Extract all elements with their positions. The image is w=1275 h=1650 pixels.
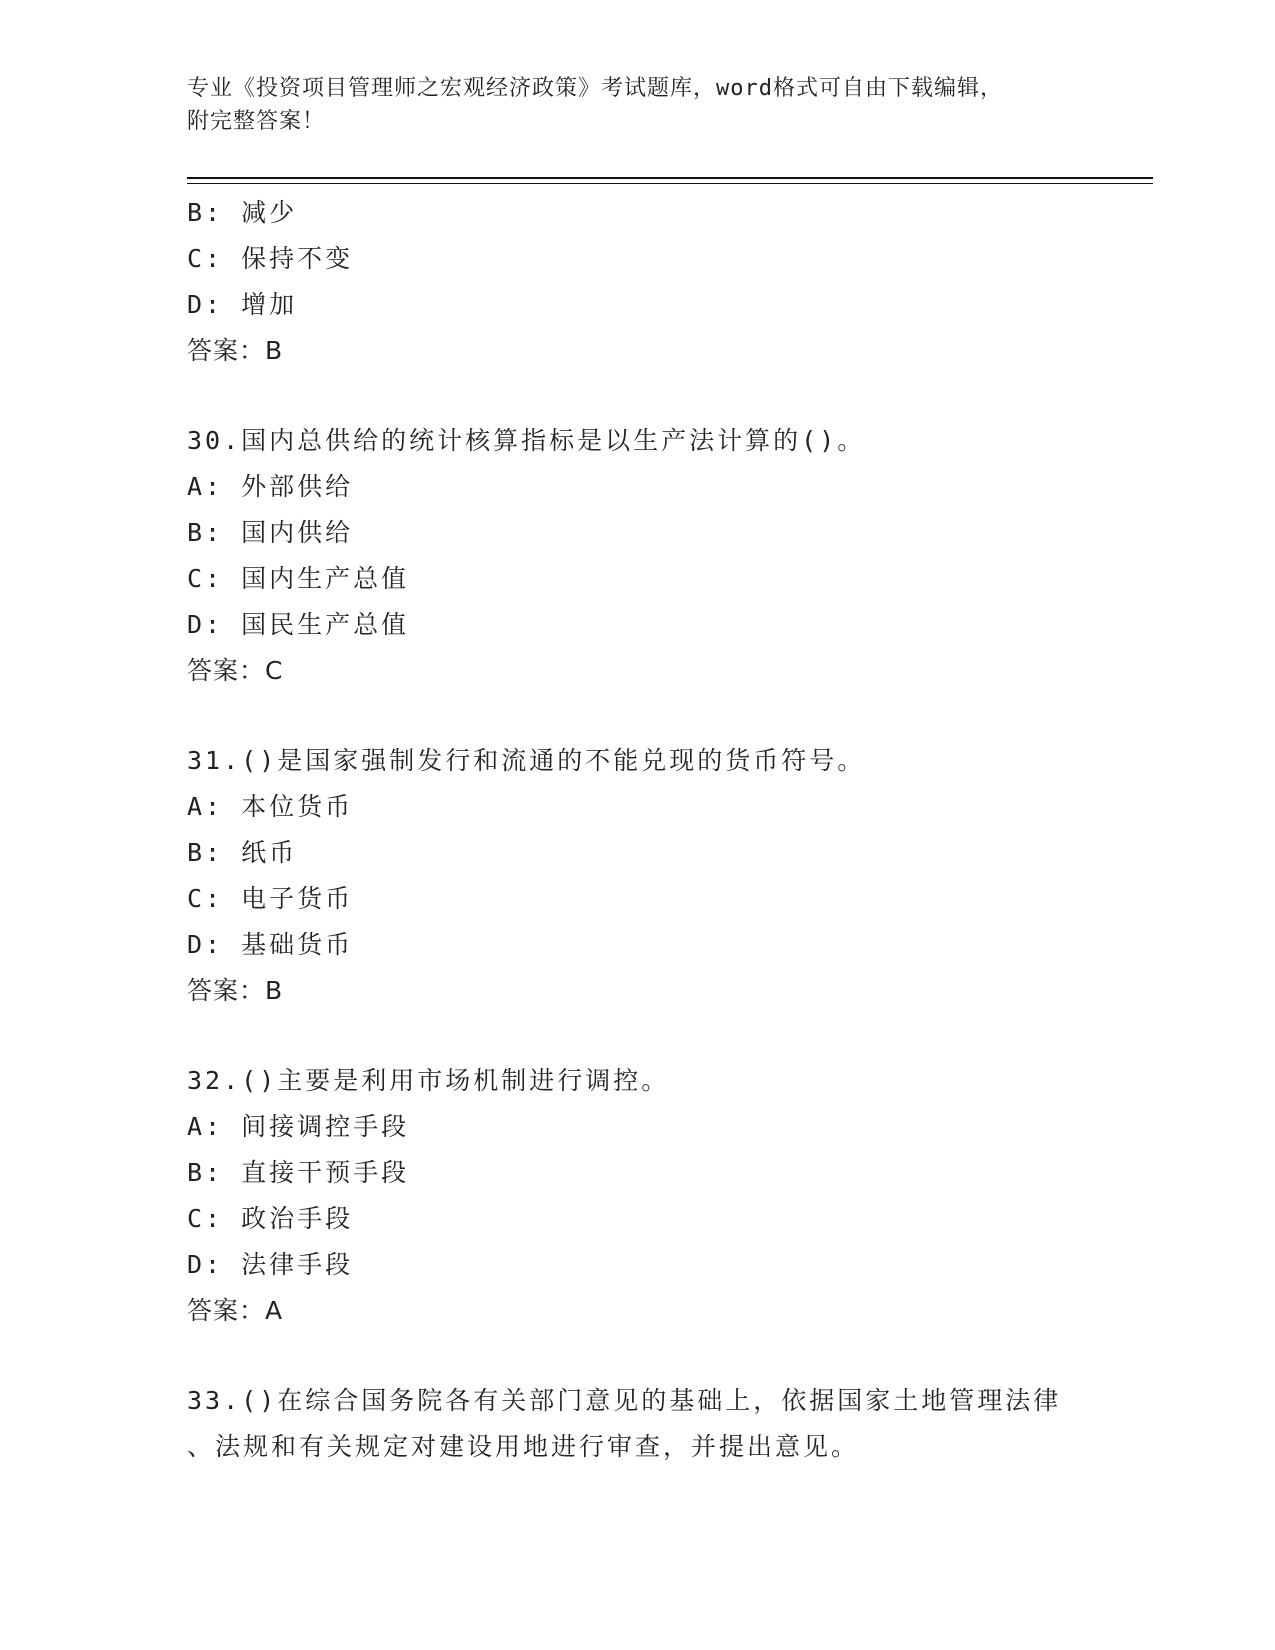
option-c: C: 国内生产总值 (187, 564, 410, 593)
option-d: D: 国民生产总值 (187, 610, 410, 639)
option-b: B: 减少 (187, 198, 298, 227)
question-stem-line-1: 33.()在综合国务院各有关部门意见的基础上，依据国家土地管理法律 (187, 1386, 1062, 1415)
question-block (187, 1058, 1107, 1334)
document-header (187, 72, 1087, 138)
question-stem: 31.()是国家强制发行和流通的不能兑现的货币符号。 (187, 746, 866, 775)
header-divider-thin (187, 183, 1153, 184)
header-line-1: 专业《投资项目管理师之宏观经济政策》考试题库，word格式可自由下载编辑， (187, 76, 1003, 101)
spacer (187, 694, 1107, 738)
option-b: B: 直接干预手段 (187, 1158, 410, 1187)
question-stem: 32.()主要是利用市场机制进行调控。 (187, 1066, 670, 1095)
answer-line: 答案：A (187, 1296, 284, 1325)
question-list (187, 190, 1107, 1470)
option-c: C: 政治手段 (187, 1204, 354, 1233)
option-a: A: 间接调控手段 (187, 1112, 410, 1141)
option-b: B: 纸币 (187, 838, 298, 867)
question-block (187, 1378, 1107, 1470)
question-block (187, 418, 1107, 694)
header-divider-thick (187, 177, 1153, 179)
option-d: D: 增加 (187, 290, 298, 319)
answer-line: 答案：B (187, 976, 284, 1005)
question-block (187, 190, 1107, 374)
option-c: C: 电子货币 (187, 884, 354, 913)
spacer (187, 1334, 1107, 1378)
option-a: A: 外部供给 (187, 472, 354, 501)
option-b: B: 国内供给 (187, 518, 354, 547)
spacer (187, 1014, 1107, 1058)
option-d: D: 基础货币 (187, 930, 354, 959)
question-stem: 30.国内总供给的统计核算指标是以生产法计算的()。 (187, 426, 866, 455)
header-line-2: 附完整答案！ (187, 109, 326, 134)
question-block (187, 738, 1107, 1014)
answer-line: 答案：C (187, 656, 284, 685)
option-a: A: 本位货币 (187, 792, 354, 821)
spacer (187, 374, 1107, 418)
option-c: C: 保持不变 (187, 244, 354, 273)
question-stem-line-2: 、法规和有关规定对建设用地进行审查，并提出意见。 (187, 1432, 860, 1461)
answer-line: 答案：B (187, 336, 284, 365)
option-d: D: 法律手段 (187, 1250, 354, 1279)
